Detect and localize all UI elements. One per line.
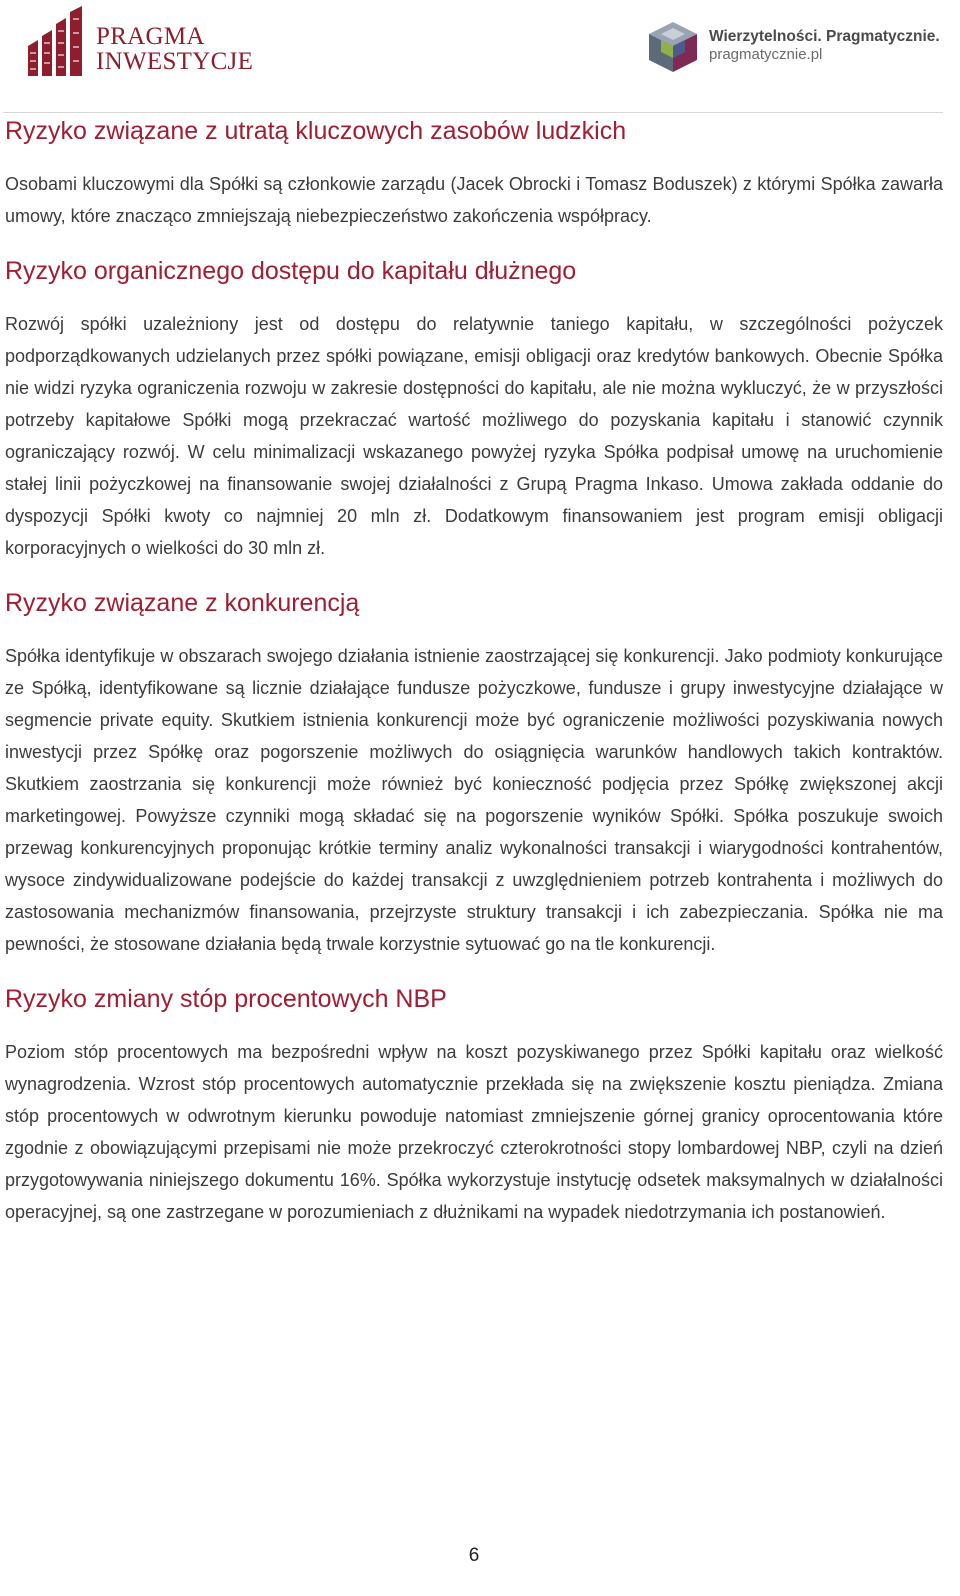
- section-body-interest-rates: Poziom stóp procentowych ma bezpośredni wpływ na koszt pozyskiwanego przez Spółki kapitału oraz wielkość wynagrodzenia. Wzrost stóp procentowych automatycznie przekłada się na zwiększenie kosztu pieniądza. Zmiana stóp procentowych w odwrotnym kierunku powoduje natomiast zmniejszenie górnej granicy oprocentowania które zgodnie z obowiązującymi przepisami nie może przekroczyć czterokrotności stopy lombardowej NBP, czyli na dzień przygotowywania niniejszego dokumentu 16%. Spółka wykorzystuje instytucję odsetek maksymalnych w działalności operacyjnej, są one zastrzegane w porozumieniach z dłużnikami na wypadek niedotrzymania ich postanowień.: [5, 1042, 943, 1222]
- logo-url: pragmatycznie.pl: [709, 46, 823, 63]
- pragma-inwestycje-logo: [26, 4, 256, 82]
- document-body: [5, 114, 943, 1228]
- section-heading-competition: Ryzyko związane z konkurencją: [5, 589, 360, 617]
- page-header: [0, 0, 960, 112]
- page-number: 6: [468, 1545, 480, 1566]
- section-body-competition: Spółka identyfikuje w obszarach swojego działania istnienie zaostrzającej się konkurencji. Jako podmioty konkurujące ze Spółką, identyfikowane są licznie działające fundusze pożyczkowe, fundusze i grupy inwestycyjne działające w segmencie private equity. Skutkiem istnienia konkurencji może być ograniczenie możliwości pozyskiwania nowych inwestycji przez Spółkę oraz pogorszenie możliwych do osiągnięcia warunków handlowych takich kontraktów. Skutkiem zaostrzania się konkurencji może również być konieczność podjęcia przez Spółkę zwiększonej akcji marketingowej. Powyższe czynniki mogą składać się na pogorszenie wyników Spółki. Spółka poszukuje swoich przewag konkurencyjnych proponując krótkie terminy analiz wykonalności transakcji i wiarygodności kontrahentów, wysoce zindywidualizowane podejście do każdej transakcji z uwzględnieniem potrzeb kontrahenta i możliwych do zastosowania mechanizmów finansowania, przejrzyste struktury transakcji i ich zabezpieczania. Spółka nie ma pewności, że stosowane działania będą trwale korzystnie sytuować go na tle konkurencji.: [5, 646, 943, 954]
- section-heading-interest-rates: Ryzyko zmiany stóp procentowych NBP: [5, 985, 447, 1013]
- section-heading-debt-capital: Ryzyko organicznego dostępu do kapitału dłużnego: [5, 257, 577, 285]
- section-body-human-resources: Osobami kluczowymi dla Spółki są członkowie zarządu (Jacek Obrocki i Tomasz Boduszek) z którymi Spółka zawarła umowy, które znacząco zmniejszają niebezpieczeństwo zakończenia współpracy.: [5, 174, 943, 226]
- pragmatycznie-logo: [645, 20, 945, 74]
- pragma-logo-text: [96, 24, 253, 74]
- pragmatycznie-logo-text: [709, 28, 940, 64]
- section-body-debt-capital: Rozwój spółki uzależniony jest od dostępu do relatywnie taniego kapitału, w szczególności pożyczek podporządkowanych udzielanych przez spółki powiązane, emisji obligacji oraz kredytów bankowych. Obecnie Spółka nie widzi ryzyka ograniczenia rozwoju w zakresie dostępności do kapitału, ale nie można wykluczyć, że w przyszłości potrzeby kapitałowe Spółki mogą przekraczać wartość możliwego do pozyskania kapitału i stanowić czynnik ograniczający rozwój. W celu minimalizacji wskazanego powyżej ryzyka Spółka podpisał umowę na uruchomienie stałej linii pożyczkowej na finansowanie swojej działalności z Grupą Pragma Inkaso. Umowa zakłada oddanie do dyspozycji Spółki kwoty co najmniej 20 mln zł. Dodatkowym finansowaniem jest program emisji obligacji korporacyjnych o wielkości do 30 mln zł.: [5, 314, 943, 558]
- cube-logo-icon: [645, 20, 701, 74]
- logo-line-2: INWESTYCJE: [96, 48, 254, 75]
- logo-line-1: PRAGMA: [96, 23, 205, 50]
- logo-tagline: Wierzytelności. Pragmatycznie.: [709, 28, 940, 45]
- header-divider: [3, 112, 943, 113]
- section-heading-human-resources: Ryzyko związane z utratą kluczowych zasobów ludzkich: [5, 117, 627, 145]
- buildings-logo-icon: [26, 6, 92, 78]
